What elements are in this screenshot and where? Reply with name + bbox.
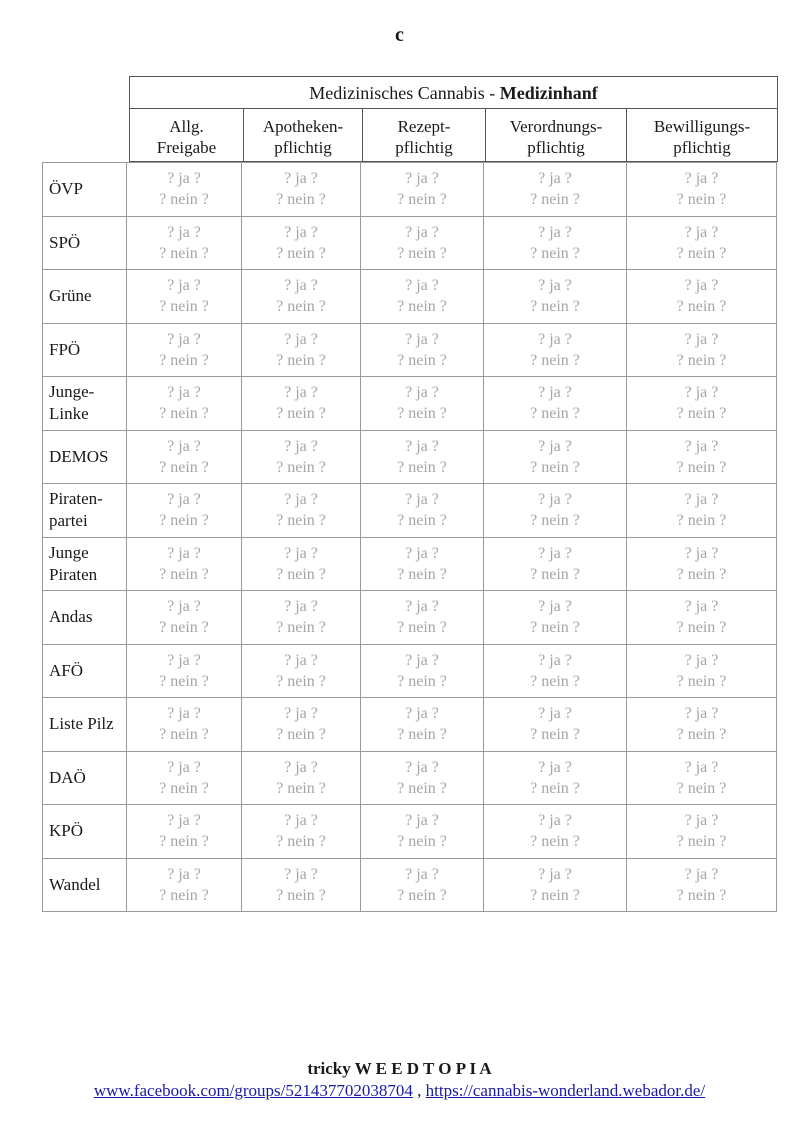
- option-nein[interactable]: ? nein ?: [159, 726, 209, 744]
- answer-cell: [484, 484, 627, 538]
- option-nein[interactable]: ? nein ?: [159, 191, 209, 209]
- option-nein[interactable]: ? nein ?: [530, 726, 580, 744]
- answer-cell: [127, 591, 242, 645]
- option-nein[interactable]: ? nein ?: [276, 405, 326, 423]
- answer-cell: [627, 484, 777, 538]
- table-row: [43, 377, 777, 431]
- answer-cell: [127, 216, 242, 270]
- option-nein[interactable]: ? nein ?: [676, 458, 727, 476]
- option-ja[interactable]: ? ja ?: [284, 437, 318, 455]
- answer-cell: [127, 644, 242, 698]
- option-nein[interactable]: ? nein ?: [676, 512, 727, 530]
- column-header-line2: Freigabe: [156, 138, 217, 157]
- answer-cell: [127, 270, 242, 324]
- answer-cell: [127, 805, 242, 859]
- option-nein[interactable]: ? nein ?: [676, 779, 727, 797]
- party-name: Piraten- partei: [43, 484, 127, 538]
- answer-cell: [242, 698, 361, 752]
- option-nein[interactable]: ? nein ?: [159, 298, 209, 316]
- party-name: AFÖ: [43, 644, 127, 698]
- option-ja[interactable]: ? ja ?: [538, 277, 572, 295]
- option-ja[interactable]: ? ja ?: [538, 437, 572, 455]
- column-header-apothekenpflichtig: [244, 109, 363, 162]
- option-nein[interactable]: ? nein ?: [676, 619, 727, 637]
- answer-cell: [242, 751, 361, 805]
- option-ja[interactable]: ? ja ?: [405, 170, 439, 188]
- table-header: [129, 76, 778, 162]
- footer-brand-prefix: tricky: [307, 1059, 355, 1078]
- table-title-prefix: Medizinisches Cannabis -: [309, 83, 500, 103]
- table-row: [43, 644, 777, 698]
- option-nein[interactable]: ? nein ?: [676, 833, 727, 851]
- answer-cell: [242, 591, 361, 645]
- table-row: [43, 537, 777, 591]
- option-ja[interactable]: ? ja ?: [538, 705, 572, 723]
- party-name: FPÖ: [43, 323, 127, 377]
- table-row: [43, 270, 777, 324]
- option-ja[interactable]: ? ja ?: [684, 491, 719, 509]
- option-nein[interactable]: ? nein ?: [676, 244, 727, 262]
- party-name: ÖVP: [43, 163, 127, 217]
- option-ja[interactable]: ? ja ?: [405, 491, 439, 509]
- option-nein[interactable]: ? nein ?: [276, 779, 326, 797]
- option-ja[interactable]: ? ja ?: [405, 384, 439, 402]
- option-ja[interactable]: ? ja ?: [538, 865, 572, 883]
- option-ja[interactable]: ? ja ?: [284, 705, 318, 723]
- option-ja[interactable]: ? ja ?: [167, 277, 201, 295]
- answer-cell: [361, 537, 484, 591]
- option-nein[interactable]: ? nein ?: [397, 619, 447, 637]
- table-title: [130, 77, 777, 109]
- answer-cell: [361, 484, 484, 538]
- answer-cell: [484, 216, 627, 270]
- option-ja[interactable]: ? ja ?: [684, 758, 719, 776]
- option-ja[interactable]: ? ja ?: [167, 812, 201, 830]
- column-header-line2: pflichtig: [395, 138, 453, 157]
- option-ja[interactable]: ? ja ?: [284, 651, 318, 669]
- option-ja[interactable]: ? ja ?: [538, 384, 572, 402]
- party-name: Junge- Linke: [43, 377, 127, 431]
- option-nein[interactable]: ? nein ?: [676, 886, 727, 904]
- option-nein[interactable]: ? nein ?: [276, 512, 326, 530]
- answer-cell: [127, 163, 242, 217]
- option-ja[interactable]: ? ja ?: [538, 330, 572, 348]
- option-nein[interactable]: ? nein ?: [530, 672, 580, 690]
- answer-cell: [627, 537, 777, 591]
- table-row: [43, 698, 777, 752]
- column-header-line1: Allg.: [169, 117, 204, 136]
- answer-cell: [627, 644, 777, 698]
- party-name: Liste Pilz: [43, 698, 127, 752]
- party-name: KPÖ: [43, 805, 127, 859]
- table-title-bold: Medizinhanf: [499, 83, 598, 103]
- option-ja[interactable]: ? ja ?: [684, 384, 719, 402]
- answer-cell: [361, 270, 484, 324]
- option-ja[interactable]: ? ja ?: [684, 223, 719, 241]
- option-ja[interactable]: ? ja ?: [284, 277, 318, 295]
- option-nein[interactable]: ? nein ?: [530, 512, 580, 530]
- answer-cell: [242, 270, 361, 324]
- option-ja[interactable]: ? ja ?: [538, 170, 572, 188]
- option-nein[interactable]: ? nein ?: [397, 833, 447, 851]
- option-nein[interactable]: ? nein ?: [397, 512, 447, 530]
- page-letter: c: [395, 24, 404, 46]
- table-row: [43, 484, 777, 538]
- option-nein[interactable]: ? nein ?: [159, 619, 209, 637]
- answer-cell: [627, 751, 777, 805]
- option-nein[interactable]: ? nein ?: [276, 458, 326, 476]
- answer-cell: [127, 537, 242, 591]
- option-ja[interactable]: ? ja ?: [167, 758, 201, 776]
- answer-cell: [627, 591, 777, 645]
- option-nein[interactable]: ? nein ?: [276, 244, 326, 262]
- answer-cell: [484, 163, 627, 217]
- option-ja[interactable]: ? ja ?: [284, 544, 318, 562]
- option-nein[interactable]: ? nein ?: [397, 886, 447, 904]
- column-header-line2: pflichtig: [673, 138, 731, 157]
- option-nein[interactable]: ? nein ?: [397, 779, 447, 797]
- option-ja[interactable]: ? ja ?: [284, 330, 318, 348]
- answer-cell: [361, 430, 484, 484]
- answer-cell: [361, 323, 484, 377]
- option-ja[interactable]: ? ja ?: [405, 223, 439, 241]
- party-name: Andas: [43, 591, 127, 645]
- column-header-allg-freigabe: [130, 109, 244, 162]
- table-row: [43, 858, 777, 912]
- column-header-line1: Apotheken-: [262, 117, 344, 136]
- answer-cell: [242, 858, 361, 912]
- option-ja[interactable]: ? ja ?: [538, 651, 572, 669]
- option-nein[interactable]: ? nein ?: [676, 726, 727, 744]
- option-nein[interactable]: ? nein ?: [276, 886, 326, 904]
- option-nein[interactable]: ? nein ?: [276, 619, 326, 637]
- option-nein[interactable]: ? nein ?: [676, 298, 727, 316]
- table-row: [43, 751, 777, 805]
- column-header-line2: pflichtig: [274, 138, 332, 157]
- option-nein[interactable]: ? nein ?: [159, 886, 209, 904]
- answer-cell: [627, 323, 777, 377]
- option-ja[interactable]: ? ja ?: [405, 865, 439, 883]
- option-nein[interactable]: ? nein ?: [530, 619, 580, 637]
- party-name: DEMOS: [43, 430, 127, 484]
- footer-links: [0, 1080, 799, 1102]
- option-nein[interactable]: ? nein ?: [397, 244, 447, 262]
- answer-cell: [127, 323, 242, 377]
- option-ja[interactable]: ? ja ?: [684, 865, 719, 883]
- option-nein[interactable]: ? nein ?: [276, 191, 326, 209]
- option-nein[interactable]: ? nein ?: [530, 405, 580, 423]
- option-ja[interactable]: ? ja ?: [538, 544, 572, 562]
- answer-cell: [627, 377, 777, 431]
- option-nein[interactable]: ? nein ?: [159, 672, 209, 690]
- party-name: Grüne: [43, 270, 127, 324]
- option-ja[interactable]: ? ja ?: [538, 491, 572, 509]
- table-row: [43, 805, 777, 859]
- answer-cell: [127, 430, 242, 484]
- option-nein[interactable]: ? nein ?: [676, 405, 727, 423]
- option-nein[interactable]: ? nein ?: [676, 191, 727, 209]
- option-ja[interactable]: ? ja ?: [167, 544, 201, 562]
- option-ja[interactable]: ? ja ?: [684, 330, 719, 348]
- party-name: SPÖ: [43, 216, 127, 270]
- option-ja[interactable]: ? ja ?: [538, 758, 572, 776]
- option-nein[interactable]: ? nein ?: [276, 833, 326, 851]
- option-nein[interactable]: ? nein ?: [530, 779, 580, 797]
- option-nein[interactable]: ? nein ?: [397, 351, 447, 369]
- option-ja[interactable]: ? ja ?: [405, 651, 439, 669]
- option-ja[interactable]: ? ja ?: [167, 651, 201, 669]
- option-nein[interactable]: ? nein ?: [676, 351, 727, 369]
- answer-cell: [127, 698, 242, 752]
- answer-cell: [627, 805, 777, 859]
- option-ja[interactable]: ? ja ?: [284, 812, 318, 830]
- answer-cell: [627, 858, 777, 912]
- option-ja[interactable]: ? ja ?: [405, 544, 439, 562]
- option-nein[interactable]: ? nein ?: [530, 351, 580, 369]
- answer-cell: [127, 858, 242, 912]
- answer-cell: [361, 163, 484, 217]
- option-ja[interactable]: ? ja ?: [684, 651, 719, 669]
- answer-cell: [242, 216, 361, 270]
- table-row: [43, 591, 777, 645]
- option-nein[interactable]: ? nein ?: [159, 405, 209, 423]
- option-ja[interactable]: ? ja ?: [684, 705, 719, 723]
- column-header-bewilligungspflichtig: [627, 109, 777, 162]
- option-ja[interactable]: ? ja ?: [405, 330, 439, 348]
- option-nein[interactable]: ? nein ?: [397, 672, 447, 690]
- answer-cell: [361, 698, 484, 752]
- answer-cell: [627, 216, 777, 270]
- option-nein[interactable]: ? nein ?: [276, 351, 326, 369]
- option-nein[interactable]: ? nein ?: [530, 458, 580, 476]
- option-nein[interactable]: ? nein ?: [159, 244, 209, 262]
- option-nein[interactable]: ? nein ?: [276, 672, 326, 690]
- option-nein[interactable]: ? nein ?: [159, 351, 209, 369]
- column-header-verordnungspflichtig: [486, 109, 627, 162]
- option-ja[interactable]: ? ja ?: [405, 705, 439, 723]
- column-header-line1: Bewilligungs-: [653, 117, 751, 136]
- option-ja[interactable]: ? ja ?: [538, 598, 572, 616]
- option-nein[interactable]: ? nein ?: [159, 779, 209, 797]
- answer-cell: [627, 270, 777, 324]
- answer-cell: [484, 751, 627, 805]
- option-nein[interactable]: ? nein ?: [530, 298, 580, 316]
- footer-brand-name: W E E D T O P I A: [354, 1059, 492, 1078]
- answer-cell: [242, 484, 361, 538]
- option-ja[interactable]: ? ja ?: [284, 865, 318, 883]
- answer-cell: [484, 644, 627, 698]
- answer-cell: [484, 858, 627, 912]
- option-nein[interactable]: ? nein ?: [676, 672, 727, 690]
- option-ja[interactable]: ? ja ?: [167, 170, 201, 188]
- column-header-rezeptpflichtig: [363, 109, 486, 162]
- option-nein[interactable]: ? nein ?: [397, 405, 447, 423]
- column-header-line1: Rezept-: [397, 117, 451, 136]
- party-name: Junge Piraten: [43, 537, 127, 591]
- answer-cell: [361, 858, 484, 912]
- option-nein[interactable]: ? nein ?: [276, 298, 326, 316]
- answer-cell: [127, 377, 242, 431]
- answer-cell: [484, 323, 627, 377]
- answer-cell: [361, 216, 484, 270]
- option-nein[interactable]: ? nein ?: [530, 886, 580, 904]
- table-row: [43, 163, 777, 217]
- option-ja[interactable]: ? ja ?: [538, 812, 572, 830]
- answer-cell: [627, 698, 777, 752]
- answer-cell: [242, 323, 361, 377]
- option-ja[interactable]: ? ja ?: [167, 384, 201, 402]
- answer-cell: [627, 163, 777, 217]
- option-nein[interactable]: ? nein ?: [676, 565, 727, 583]
- option-ja[interactable]: ? ja ?: [405, 758, 439, 776]
- answer-cell: [484, 698, 627, 752]
- option-nein[interactable]: ? nein ?: [159, 458, 209, 476]
- option-ja[interactable]: ? ja ?: [684, 598, 719, 616]
- footer-separator: ,: [412, 1081, 426, 1100]
- option-nein[interactable]: ? nein ?: [530, 833, 580, 851]
- party-table: [42, 162, 777, 912]
- option-ja[interactable]: ? ja ?: [405, 277, 439, 295]
- option-ja[interactable]: ? ja ?: [684, 437, 719, 455]
- option-ja[interactable]: ? ja ?: [405, 437, 439, 455]
- answer-cell: [361, 751, 484, 805]
- option-ja[interactable]: ? ja ?: [167, 705, 201, 723]
- footer-brand: [0, 1058, 799, 1080]
- option-ja[interactable]: ? ja ?: [167, 330, 201, 348]
- option-ja[interactable]: ? ja ?: [284, 491, 318, 509]
- footer: [0, 1058, 799, 1102]
- option-nein[interactable]: ? nein ?: [530, 565, 580, 583]
- option-ja[interactable]: ? ja ?: [167, 437, 201, 455]
- answer-cell: [242, 430, 361, 484]
- option-ja[interactable]: ? ja ?: [167, 865, 201, 883]
- option-ja[interactable]: ? ja ?: [167, 598, 201, 616]
- answer-cell: [242, 163, 361, 217]
- answer-cell: [242, 377, 361, 431]
- answer-cell: [361, 805, 484, 859]
- answer-cell: [127, 751, 242, 805]
- answer-cell: [242, 644, 361, 698]
- option-ja[interactable]: ? ja ?: [684, 544, 719, 562]
- option-ja[interactable]: ? ja ?: [538, 223, 572, 241]
- answer-cell: [627, 430, 777, 484]
- answer-cell: [127, 484, 242, 538]
- website-link[interactable]: https://cannabis-wonderland.webador.de/: [425, 1081, 706, 1100]
- option-nein[interactable]: ? nein ?: [276, 726, 326, 744]
- answer-cell: [361, 644, 484, 698]
- party-name: DAÖ: [43, 751, 127, 805]
- option-ja[interactable]: ? ja ?: [284, 758, 318, 776]
- option-nein[interactable]: ? nein ?: [159, 565, 209, 583]
- column-header-line1: Verordnungs-: [509, 117, 603, 136]
- option-ja[interactable]: ? ja ?: [284, 598, 318, 616]
- option-nein[interactable]: ? nein ?: [397, 298, 447, 316]
- answer-cell: [484, 537, 627, 591]
- answer-cell: [242, 537, 361, 591]
- table-row: [43, 323, 777, 377]
- option-ja[interactable]: ? ja ?: [167, 223, 201, 241]
- answer-cell: [484, 591, 627, 645]
- option-ja[interactable]: ? ja ?: [684, 812, 719, 830]
- option-ja[interactable]: ? ja ?: [684, 170, 719, 188]
- answer-cell: [361, 377, 484, 431]
- option-ja[interactable]: ? ja ?: [167, 491, 201, 509]
- option-nein[interactable]: ? nein ?: [530, 191, 580, 209]
- option-nein[interactable]: ? nein ?: [397, 191, 447, 209]
- option-nein[interactable]: ? nein ?: [159, 833, 209, 851]
- option-ja[interactable]: ? ja ?: [684, 277, 719, 295]
- option-nein[interactable]: ? nein ?: [159, 512, 209, 530]
- option-ja[interactable]: ? ja ?: [405, 812, 439, 830]
- answer-cell: [484, 805, 627, 859]
- answer-cell: [484, 270, 627, 324]
- answer-cell: [484, 430, 627, 484]
- facebook-group-link[interactable]: www.facebook.com/groups/521437702038704: [93, 1081, 413, 1100]
- option-nein[interactable]: ? nein ?: [397, 458, 447, 476]
- option-nein[interactable]: ? nein ?: [397, 565, 447, 583]
- option-ja[interactable]: ? ja ?: [284, 170, 318, 188]
- option-ja[interactable]: ? ja ?: [284, 223, 318, 241]
- answer-cell: [242, 805, 361, 859]
- table-row: [43, 216, 777, 270]
- option-ja[interactable]: ? ja ?: [284, 384, 318, 402]
- option-nein[interactable]: ? nein ?: [397, 726, 447, 744]
- option-ja[interactable]: ? ja ?: [405, 598, 439, 616]
- column-header-line2: pflichtig: [527, 138, 585, 157]
- table-row: [43, 430, 777, 484]
- option-nein[interactable]: ? nein ?: [530, 244, 580, 262]
- answer-cell: [361, 591, 484, 645]
- option-nein[interactable]: ? nein ?: [276, 565, 326, 583]
- answer-cell: [484, 377, 627, 431]
- party-name: Wandel: [43, 858, 127, 912]
